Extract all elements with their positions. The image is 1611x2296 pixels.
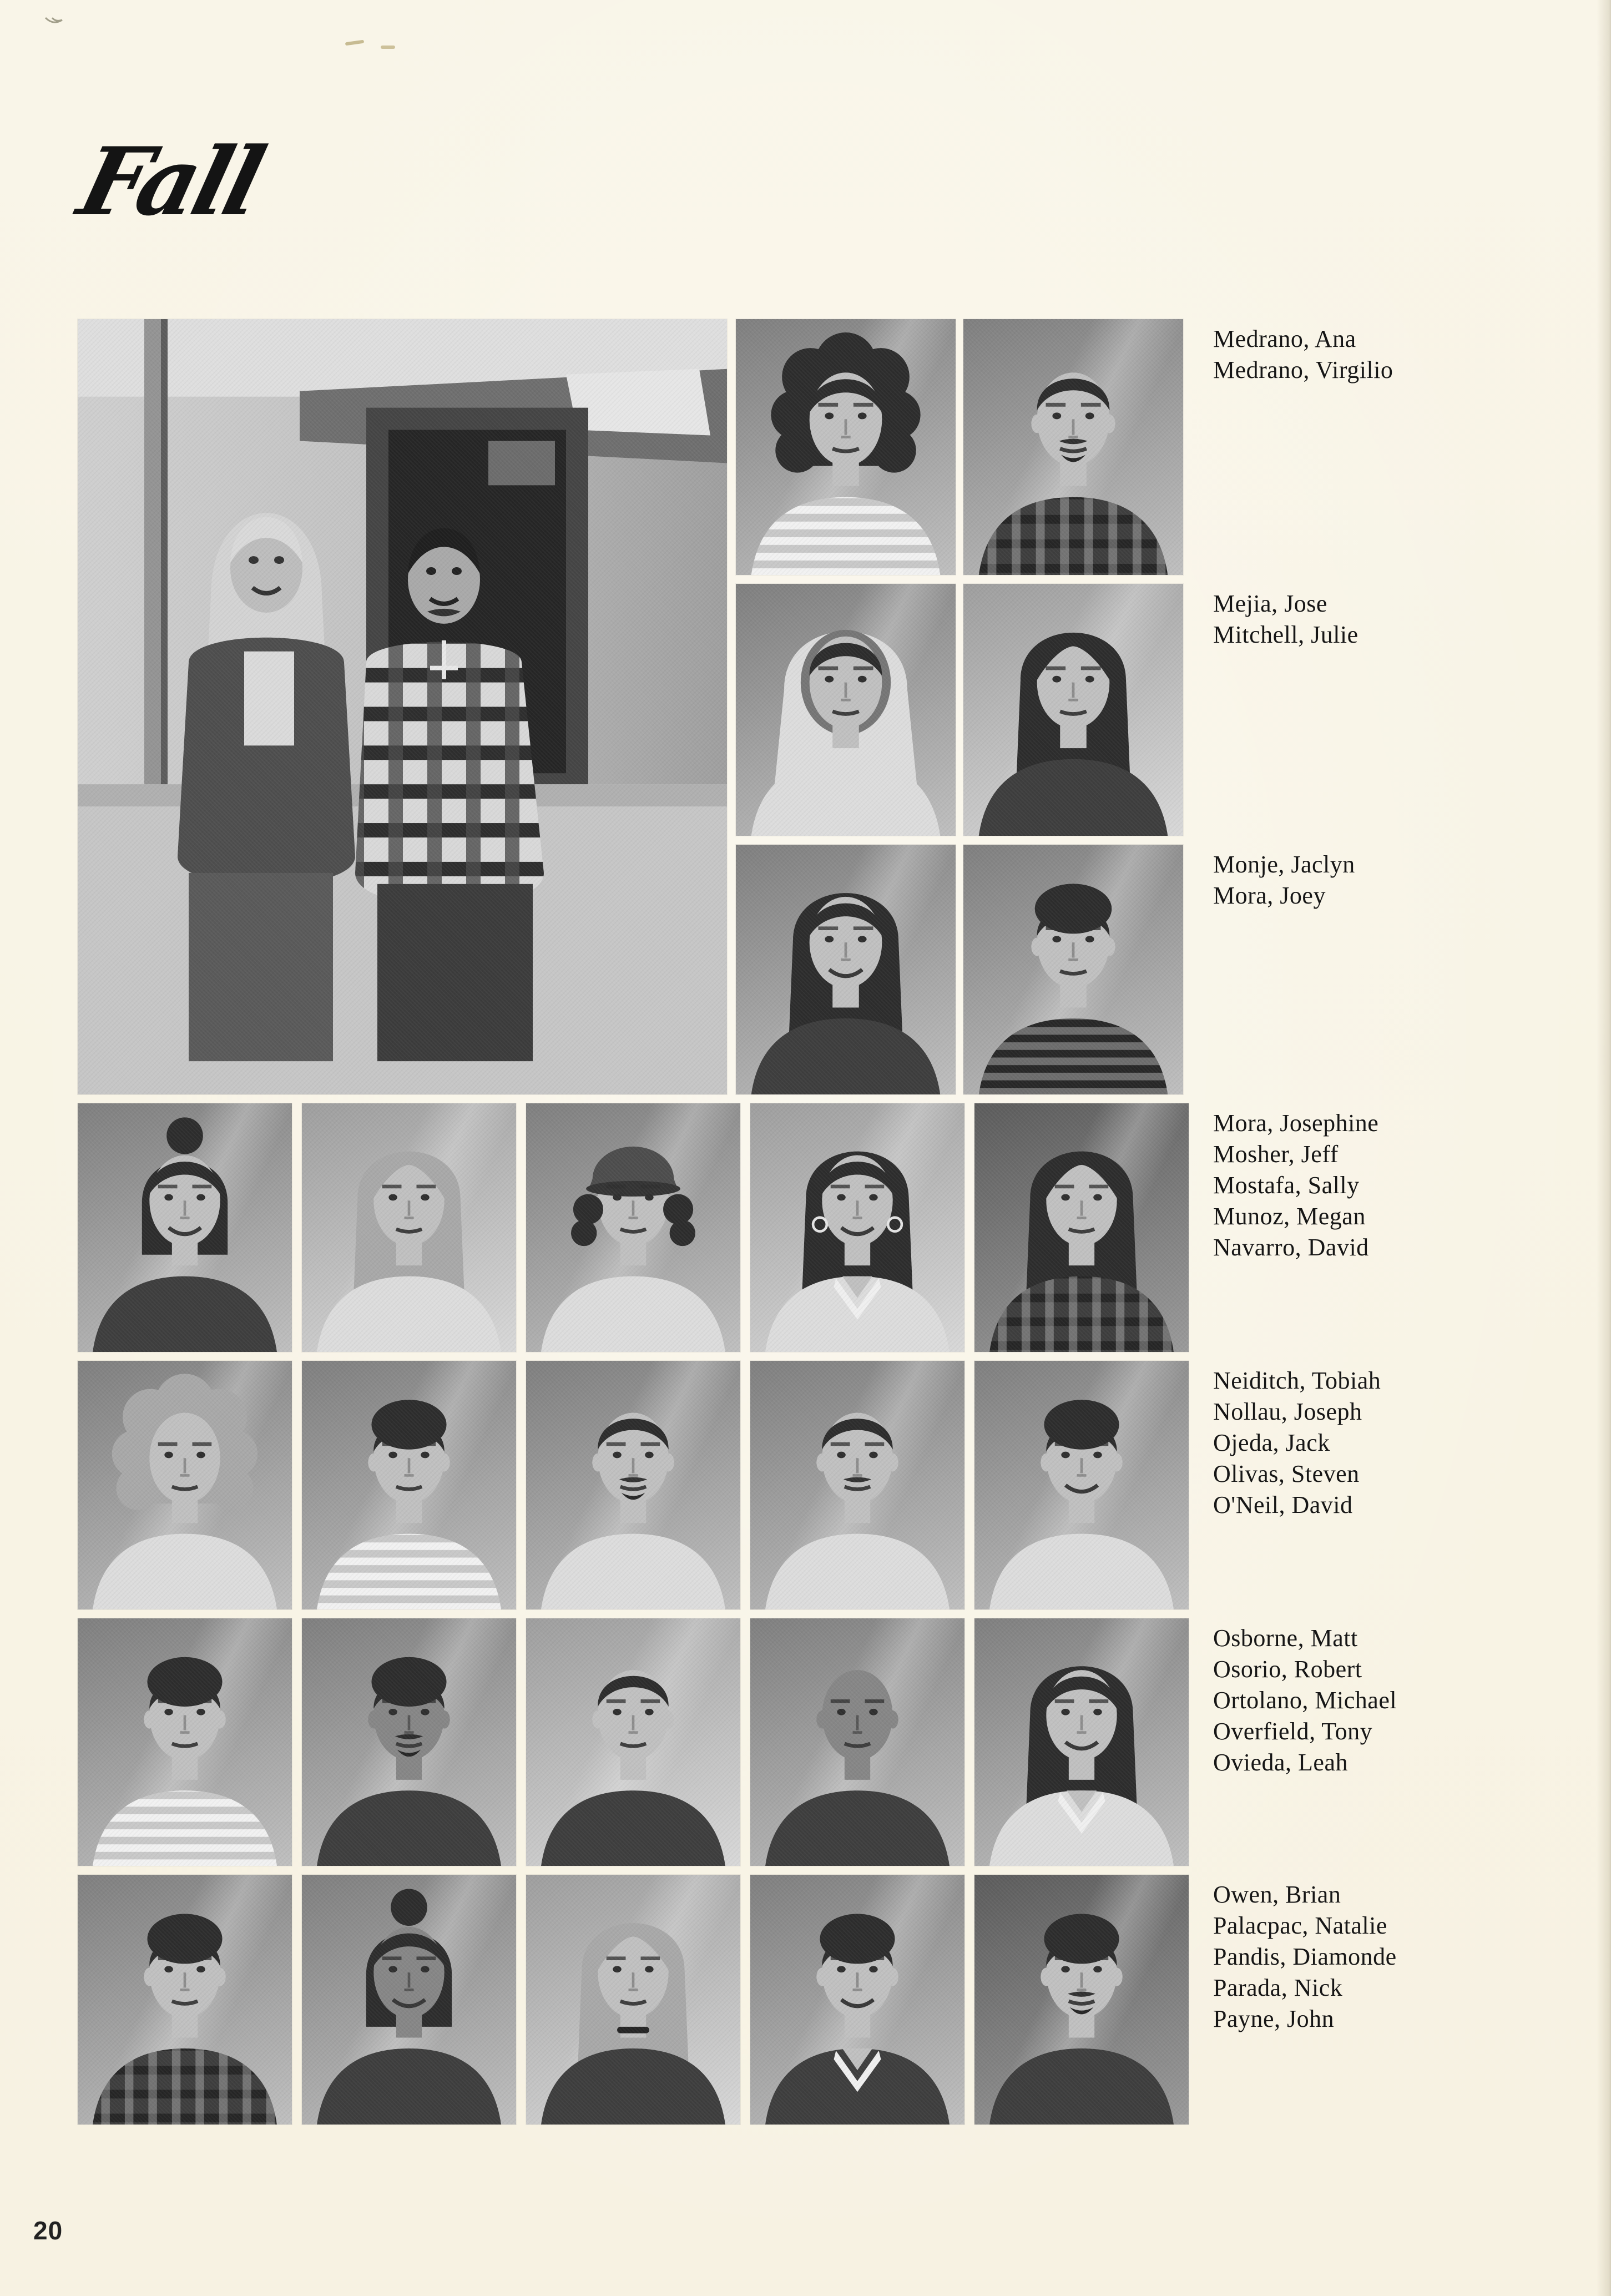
portrait-photo <box>526 1361 740 1609</box>
student-name: Ojeda, Jack <box>1213 1429 1330 1456</box>
portrait-photo <box>78 1618 292 1866</box>
portrait-photo <box>750 1361 964 1609</box>
name-list-block <box>1213 1623 1602 1778</box>
student-name: O'Neil, David <box>1213 1491 1353 1518</box>
name-list-block <box>1213 1879 1602 2035</box>
page-edge-shadow <box>1597 0 1611 2296</box>
portrait-photo <box>974 1361 1189 1609</box>
portrait-photo <box>526 1875 740 2125</box>
portrait-photo <box>750 1103 964 1352</box>
scan-dash-marks <box>344 33 416 55</box>
student-name: Mejia, Jose <box>1213 590 1327 617</box>
student-name: Medrano, Ana <box>1213 325 1356 352</box>
portrait-photo <box>78 1875 292 2125</box>
portrait-photo <box>736 584 956 836</box>
name-list-block <box>1213 1108 1602 1263</box>
student-name: Mitchell, Julie <box>1213 621 1359 648</box>
student-name: Monje, Jaclyn <box>1213 851 1355 878</box>
student-name: Neiditch, Tobiah <box>1213 1367 1381 1394</box>
page-number: 20 <box>33 2216 63 2245</box>
portrait-photo <box>963 845 1183 1094</box>
portrait-photo <box>974 1618 1189 1866</box>
portrait-photo <box>526 1103 740 1352</box>
student-name: Pandis, Diamonde <box>1213 1943 1397 1970</box>
student-name: Medrano, Virgilio <box>1213 356 1393 383</box>
portrait-photo <box>963 319 1183 575</box>
student-name: Palacpac, Natalie <box>1213 1912 1387 1939</box>
page-title <box>65 121 299 243</box>
student-name: Mostafa, Sally <box>1213 1172 1360 1199</box>
portrait-photo <box>974 1103 1189 1352</box>
portrait-photo <box>750 1618 964 1866</box>
student-name: Osborne, Matt <box>1213 1624 1358 1652</box>
portrait-photo <box>302 1875 516 2125</box>
portrait-photo <box>736 319 956 575</box>
name-list-block <box>1213 1365 1602 1521</box>
student-name: Nollau, Joseph <box>1213 1398 1362 1425</box>
student-name: Navarro, David <box>1213 1234 1369 1261</box>
student-name: Osorio, Robert <box>1213 1656 1362 1683</box>
student-name: Mosher, Jeff <box>1213 1141 1339 1168</box>
student-name: Payne, John <box>1213 2005 1335 2032</box>
portrait-photo <box>302 1618 516 1866</box>
page-title-text: Fall <box>69 127 271 237</box>
portrait-photo <box>736 845 956 1094</box>
portrait-photo <box>963 584 1183 836</box>
student-name: Owen, Brian <box>1213 1881 1341 1908</box>
portrait-photo <box>78 1103 292 1352</box>
student-name: Olivas, Steven <box>1213 1460 1360 1487</box>
student-name: Overfield, Tony <box>1213 1718 1373 1745</box>
scan-squiggle-mark <box>42 8 81 33</box>
portrait-photo <box>78 1361 292 1609</box>
portrait-photo <box>302 1361 516 1609</box>
student-name: Munoz, Megan <box>1213 1203 1366 1230</box>
group-photo <box>78 319 727 1094</box>
student-name: Mora, Joey <box>1213 882 1326 909</box>
portrait-photo <box>526 1618 740 1866</box>
portrait-photo <box>302 1103 516 1352</box>
portrait-photo <box>750 1875 964 2125</box>
student-name: Ortolano, Michael <box>1213 1687 1397 1714</box>
student-name: Mora, Josephine <box>1213 1109 1379 1137</box>
portrait-photo <box>974 1875 1189 2125</box>
name-list-block <box>1213 588 1602 650</box>
student-name: Ovieda, Leah <box>1213 1749 1348 1776</box>
name-list-block <box>1213 324 1602 386</box>
name-list-block <box>1213 849 1602 911</box>
student-name: Parada, Nick <box>1213 1974 1343 2001</box>
